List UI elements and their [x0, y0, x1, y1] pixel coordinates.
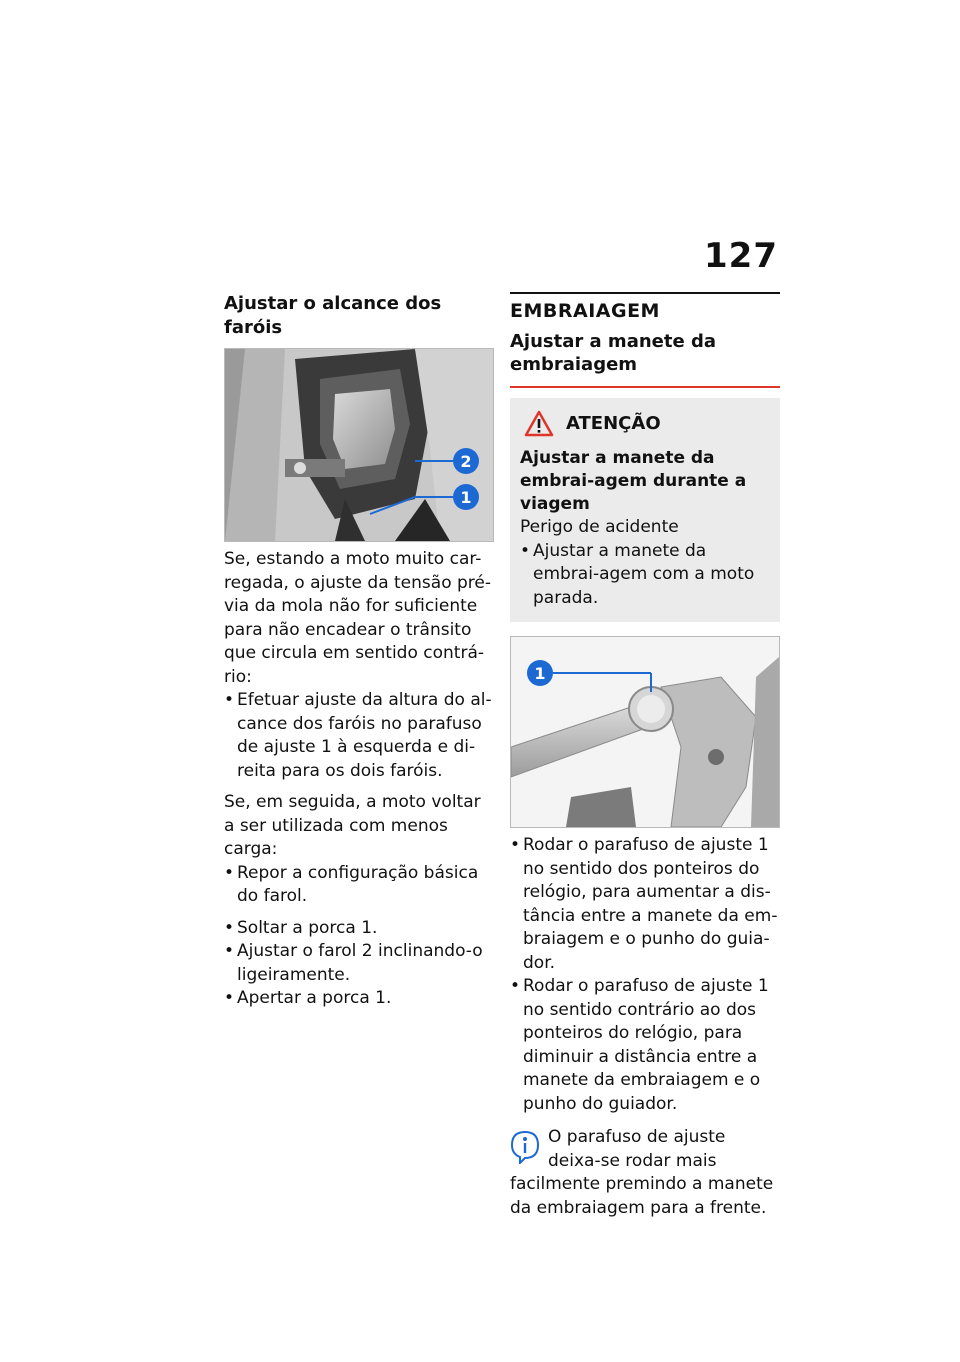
warning-text: Perigo de acidente: [520, 517, 679, 537]
callout-1: 1: [527, 660, 553, 686]
bullet-list-2: [224, 862, 496, 909]
section-title-headlight: Ajustar o alcance dos faróis: [224, 293, 442, 338]
warning-triangle-icon: [524, 410, 554, 437]
list-item: • Ajustar o farol 2 inclinando-o ligeiramente.: [224, 940, 496, 987]
paragraph-less-load: Se, em seguida, a moto voltar a ser utilizada com menos carga:: [224, 792, 481, 859]
clutch-lever-figure: [510, 636, 780, 828]
callout-2: 2: [453, 448, 479, 474]
info-note: [510, 1124, 780, 1220]
list-item: • Soltar a porca 1.: [224, 917, 496, 941]
right-column: [510, 292, 780, 1220]
list-item: • Rodar o parafuso de ajuste 1 no sentido dos ponteiros do relógio, para aumentar a dis-tância entre a manete da em-braiagem e o punho do guia-dor.: [510, 834, 780, 975]
note-text: O parafuso de ajuste deixa-se rodar mais facilmente premindo a manete da embraiagem para a frente.: [510, 1127, 774, 1218]
warning-box: [510, 398, 780, 622]
callout-1: 1: [453, 484, 479, 510]
chapter-title: EMBRAIAGEM: [510, 300, 660, 322]
list-item: • Repor a configuração básica do farol.: [224, 862, 496, 909]
chapter-header: [510, 292, 780, 322]
list-item: • Rodar o parafuso de ajuste 1 no sentido contrário ao dos ponteiros do relógio, para diminuir a distância entre a manete da embraiagem e o punho do guiador.: [510, 975, 780, 1116]
headlight-illustration: [225, 349, 493, 541]
clutch-bullets: [510, 834, 780, 1116]
section-title-clutch: Ajustar a manete da embraiagem: [510, 330, 780, 388]
list-item: • Apertar a porca 1.: [224, 987, 496, 1011]
left-column: [224, 292, 496, 1011]
warning-bullets: [520, 540, 770, 611]
page-number: 127: [704, 236, 778, 276]
list-item: • Efetuar ajuste da altura do al-cance dos faróis no parafuso de ajuste 1 à esquerda e di-reita para os dois faróis.: [224, 689, 496, 783]
warning-header: [524, 410, 770, 437]
paragraph-load-condition: Se, estando a moto muito car-regada, o ajuste da tensão pré-via da mola não for suficiente para não encadear o trânsito que circula em sentido contrá-rio:: [224, 549, 491, 687]
bullet-list-1: [224, 689, 496, 783]
info-icon: [510, 1130, 540, 1164]
warning-label: ATENÇÃO: [566, 413, 661, 434]
headlight-figure: [224, 348, 494, 542]
warning-title: Ajustar a manete da embrai-agem durante a viagem: [520, 448, 747, 514]
bullet-list-3: [224, 917, 496, 1011]
list-item: • Ajustar a manete da embrai-agem com a moto parada.: [520, 540, 770, 611]
